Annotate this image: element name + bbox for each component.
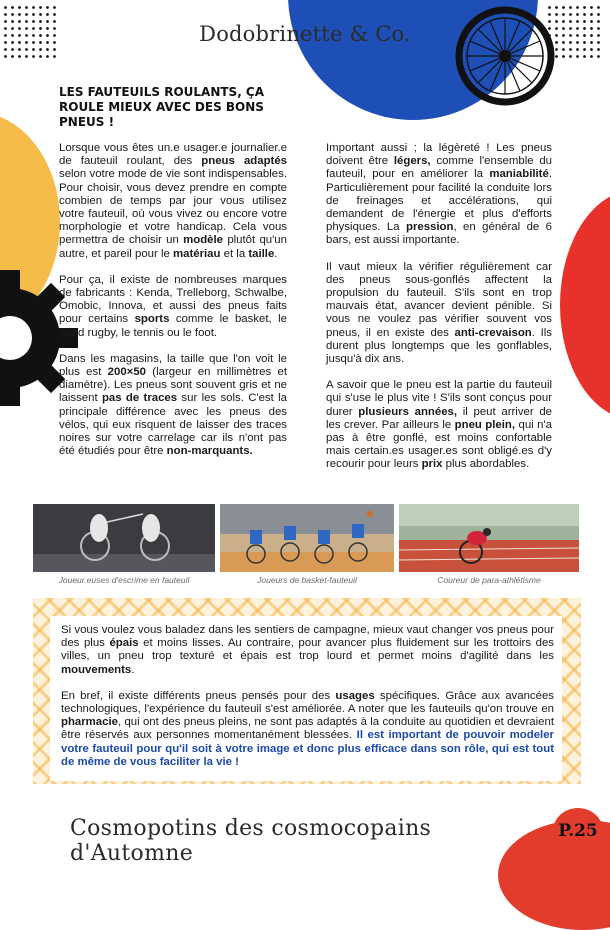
- photo-fencing: [33, 504, 215, 572]
- magazine-issue-title: Cosmopotins des cosmocopains d'Automne: [70, 816, 432, 866]
- paragraph: Lorsque vous êtes un.e usager.e journalier.e de fauteuil roulant, des pneus adaptés selon votre mode de vie sont indispensables. Pour choisir, vous devez prendre en compte combien de temps par jour vous utilisez votre fauteuil, où vous vivez ou encore votre morphologie et votre handicap. Cela vous permettra de choisir un modèle plutôt qu'un autre, et pareil pour le matériau et la taille.: [59, 142, 288, 260]
- paragraph: Pour ça, il existe de nombreuses marques de fabricants : Kenda, Trelleborg, Schwalbe, Omobic, Innova, et aussi des pneus faits pour certains sports comme le basket, le quad rugby, le tennis ou le foot.: [59, 273, 287, 339]
- photo-basketball: [220, 504, 394, 572]
- highlight-box-text: [61, 624, 554, 782]
- paragraph: Dans les magasins, la taille que l'on voit le plus est 200×50 (largeur en millimètres et diamètre). Les pneus sont souvent gris et ne laissent pas de traces sur les sols. C'est la principale différence avec les pneus des vélos, qui eux risquent de laisser des traces noires sur votre carrelage car ils n'ont pas été étudiés pour être non-marquants.: [59, 352, 287, 458]
- magazine-brand: Dodobrinette & Co.: [199, 22, 411, 46]
- paragraph: En bref, il existe différents pneus pensés pour des usages spécifiques. Grâce aux avancées technologiques, l'expérience du fauteuil s'est améliorée. A noter que les fauteuils qu'on trouve en pharmacie, qui ont des pneus pleins, ne sont pas adaptés à la conduite au quotidien et devraient être réservés aux personnes momentanément blessées. Il est important de pouvoir modeler votre fauteuil pour qu'il soit à votre image et donc plus efficace dans son rôle, qui est tout de même de vous faciliter la vie !: [61, 689, 554, 768]
- article-column-left: [59, 142, 287, 471]
- photo-caption-basketball: Joueurs de basket-fauteuil: [257, 575, 357, 585]
- red-circle-decoration: [560, 190, 610, 420]
- photo-caption-fencing: Joueur.euses d'escrime en fauteuil: [58, 575, 190, 585]
- photo-caption-athletics: Coureur de para-athlétisme: [437, 575, 541, 585]
- paragraph: Il vaut mieux la vérifier régulièrement car des pneus sous-gonflés affectent la propulsion du fauteuil. S'ils sont en trop mauvais état, avancer devient pénible. Si vous ne voulez pas vérifier souvent vos pneus, il en existe des anti-crevaison. Ils durent plus longtemps que les gonflables, jusqu'à dix ans.: [326, 260, 552, 366]
- wheel-icon: [455, 6, 555, 106]
- paragraph: Important aussi ; la légèreté ! Les pneus doivent être légers, comme l'ensemble du fauteuil, pour en améliorer la maniabilité. Particulièrement pour facilité la conduite lors de freinages et accélérations, qui demandent de l'énergie et plus d'efforts physiques. La pression, en général de 6 bars, est aussi importante.: [326, 142, 552, 247]
- paragraph: Si vous voulez vous baladez dans les sentiers de campagne, mieux vaut changer vos pneus pour des plus épais et moins lisses. Au contraire, pour avancer plus fluidement sur les trottoirs des villes, un pneu trop texturé et épais est trop lourd et permet moins d'agilité dans les mouvements.: [61, 624, 554, 676]
- photo-para-athletics: [399, 504, 579, 572]
- paragraph: A savoir que le pneu est la partie du fauteuil qui s'use le plus vite ! S'ils sont conçus pour durer plusieurs années, il peut arriver de les crever. Par ailleurs le pneu plein, qui n'a pas à être gonflé, est moins confortable mais certain.es usager.es sont obligé.es d'y recourir pour leurs prix plus abordables.: [326, 379, 553, 471]
- article-title: LES FAUTEUILS ROULANTS, ÇA ROULE MIEUX AVEC DES BONS PNEUS !: [59, 85, 265, 129]
- page-number-badge: P.25: [553, 808, 603, 854]
- article-column-right: [326, 142, 552, 485]
